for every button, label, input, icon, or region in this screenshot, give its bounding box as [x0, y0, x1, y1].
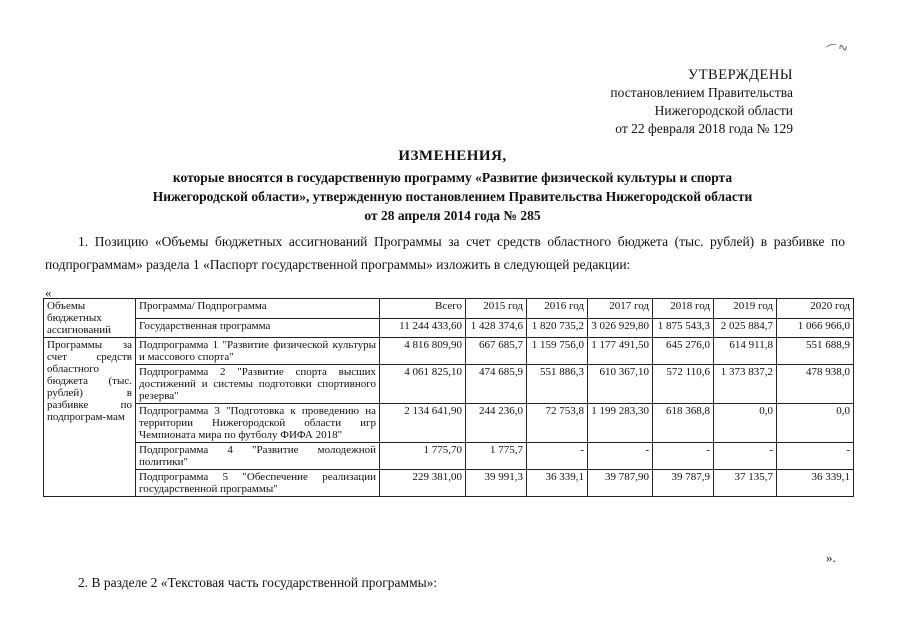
- header-total: Всего: [380, 299, 466, 319]
- document-title: ИЗМЕНЕНИЯ,: [398, 148, 507, 164]
- cell-2020: 551 688,9: [777, 338, 854, 365]
- cell-total: 1 775,70: [380, 443, 466, 470]
- row-label: Подпрограмма 4 "Развитие молодежной политики": [136, 443, 380, 470]
- cell-2016: 1 159 756,0: [527, 338, 588, 365]
- cell-2019: 2 025 884,7: [714, 318, 777, 338]
- cell-2016: -: [527, 443, 588, 470]
- cell-2018: 618 368,8: [653, 404, 714, 443]
- cell-2015: 667 685,7: [466, 338, 527, 365]
- row-label: Подпрограмма 2 "Развитие спорта высших достижений и системы подготовки спортивного резерва": [136, 365, 380, 404]
- table-row: [44, 318, 854, 338]
- approval-line-4: от 22 февраля 2018 года № 129: [615, 121, 793, 136]
- approval-stamp: [533, 66, 793, 138]
- quote-close: ».: [826, 550, 836, 565]
- quote-open: «: [45, 285, 52, 300]
- budget-table: [43, 298, 854, 497]
- subtitle-line-2: Нижегородской области», утвержденную постановлением Правительства Нижегородской области: [152, 189, 753, 204]
- cell-2016: 36 339,1: [527, 470, 588, 497]
- paragraph-1: 1. Позицию «Объемы бюджетных ассигнований Программы за счет средств областного бюджета (тыс. рублей) в разбивке по подпрограммам» раздела 1 «Паспорт государственной программы» изложить в следующей редакции:: [45, 234, 845, 272]
- cell-total: 4 061 825,10: [380, 365, 466, 404]
- table-row: [44, 365, 854, 404]
- cell-2020: 0,0: [777, 404, 854, 443]
- row-label: Подпрограмма 3 "Подготовка к проведению на территории Нижегородской области игр Чемпионата мира по футболу ФИФА 2018": [136, 404, 380, 443]
- table-header-row: [44, 299, 854, 319]
- cell-2020: 478 938,0: [777, 365, 854, 404]
- row-label: Подпрограмма 1 "Развитие физической культуры и массового спорта": [136, 338, 380, 365]
- table-row: [44, 404, 854, 443]
- side-label-bottom: Программы за счет средств областного бюджета (тыс. рублей) в разбивке по подпрограм-мам: [44, 338, 136, 497]
- table-row: [44, 443, 854, 470]
- cell-total: 11 244 433,60: [380, 318, 466, 338]
- cell-2019: 614 911,8: [714, 338, 777, 365]
- cell-2018: 39 787,9: [653, 470, 714, 497]
- row-label: Подпрограмма 5 "Обеспечение реализации государственной программы": [136, 470, 380, 497]
- header-program: Программа/ Подпрограмма: [136, 299, 380, 319]
- cell-2017: 3 026 929,80: [588, 318, 653, 338]
- header-2017: 2017 год: [588, 299, 653, 319]
- table-row: [44, 338, 854, 365]
- approval-line-3: Нижегородской области: [654, 103, 793, 118]
- document-subtitle: [0, 168, 905, 225]
- table-row: [44, 470, 854, 497]
- cell-2020: 36 339,1: [777, 470, 854, 497]
- header-2018: 2018 год: [653, 299, 714, 319]
- header-2020: 2020 год: [777, 299, 854, 319]
- cell-total: 2 134 641,90: [380, 404, 466, 443]
- header-2016: 2016 год: [527, 299, 588, 319]
- paragraph-2: 2. В разделе 2 «Текстовая часть государственной программы»:: [78, 575, 438, 590]
- cell-2020: 1 066 966,0: [777, 318, 854, 338]
- header-2019: 2019 год: [714, 299, 777, 319]
- cell-2015: 474 685,9: [466, 365, 527, 404]
- cell-2019: 37 135,7: [714, 470, 777, 497]
- cell-2016: 72 753,8: [527, 404, 588, 443]
- cell-2019: 1 373 837,2: [714, 365, 777, 404]
- cell-2017: 610 367,10: [588, 365, 653, 404]
- cell-2018: 1 875 543,3: [653, 318, 714, 338]
- header-2015: 2015 год: [466, 299, 527, 319]
- cell-2015: 244 236,0: [466, 404, 527, 443]
- cell-2019: 0,0: [714, 404, 777, 443]
- cell-2018: 572 110,6: [653, 365, 714, 404]
- subtitle-line-3: от 28 апреля 2014 года № 285: [364, 208, 541, 223]
- cell-2015: 1 428 374,6: [466, 318, 527, 338]
- handwritten-mark: ⌒∿: [824, 39, 850, 59]
- cell-2015: 39 991,3: [466, 470, 527, 497]
- cell-2017: -: [588, 443, 653, 470]
- cell-2019: -: [714, 443, 777, 470]
- cell-2017: 39 787,90: [588, 470, 653, 497]
- subtitle-line-1: которые вносятся в государственную программу «Развитие физической культуры и спорта: [172, 170, 733, 185]
- cell-2016: 1 820 735,2: [527, 318, 588, 338]
- cell-2020: -: [777, 443, 854, 470]
- row-label: Государственная программа: [136, 318, 380, 338]
- side-label-top: Объемы бюджетных ассигнований: [44, 299, 136, 338]
- cell-2018: -: [653, 443, 714, 470]
- cell-2017: 1 199 283,30: [588, 404, 653, 443]
- cell-2018: 645 276,0: [653, 338, 714, 365]
- cell-total: 4 816 809,90: [380, 338, 466, 365]
- approval-line-2: постановлением Правительства: [610, 85, 793, 100]
- cell-total: 229 381,00: [380, 470, 466, 497]
- cell-2015: 1 775,7: [466, 443, 527, 470]
- approval-line-1: УТВЕРЖДЕНЫ: [687, 67, 793, 83]
- cell-2017: 1 177 491,50: [588, 338, 653, 365]
- cell-2016: 551 886,3: [527, 365, 588, 404]
